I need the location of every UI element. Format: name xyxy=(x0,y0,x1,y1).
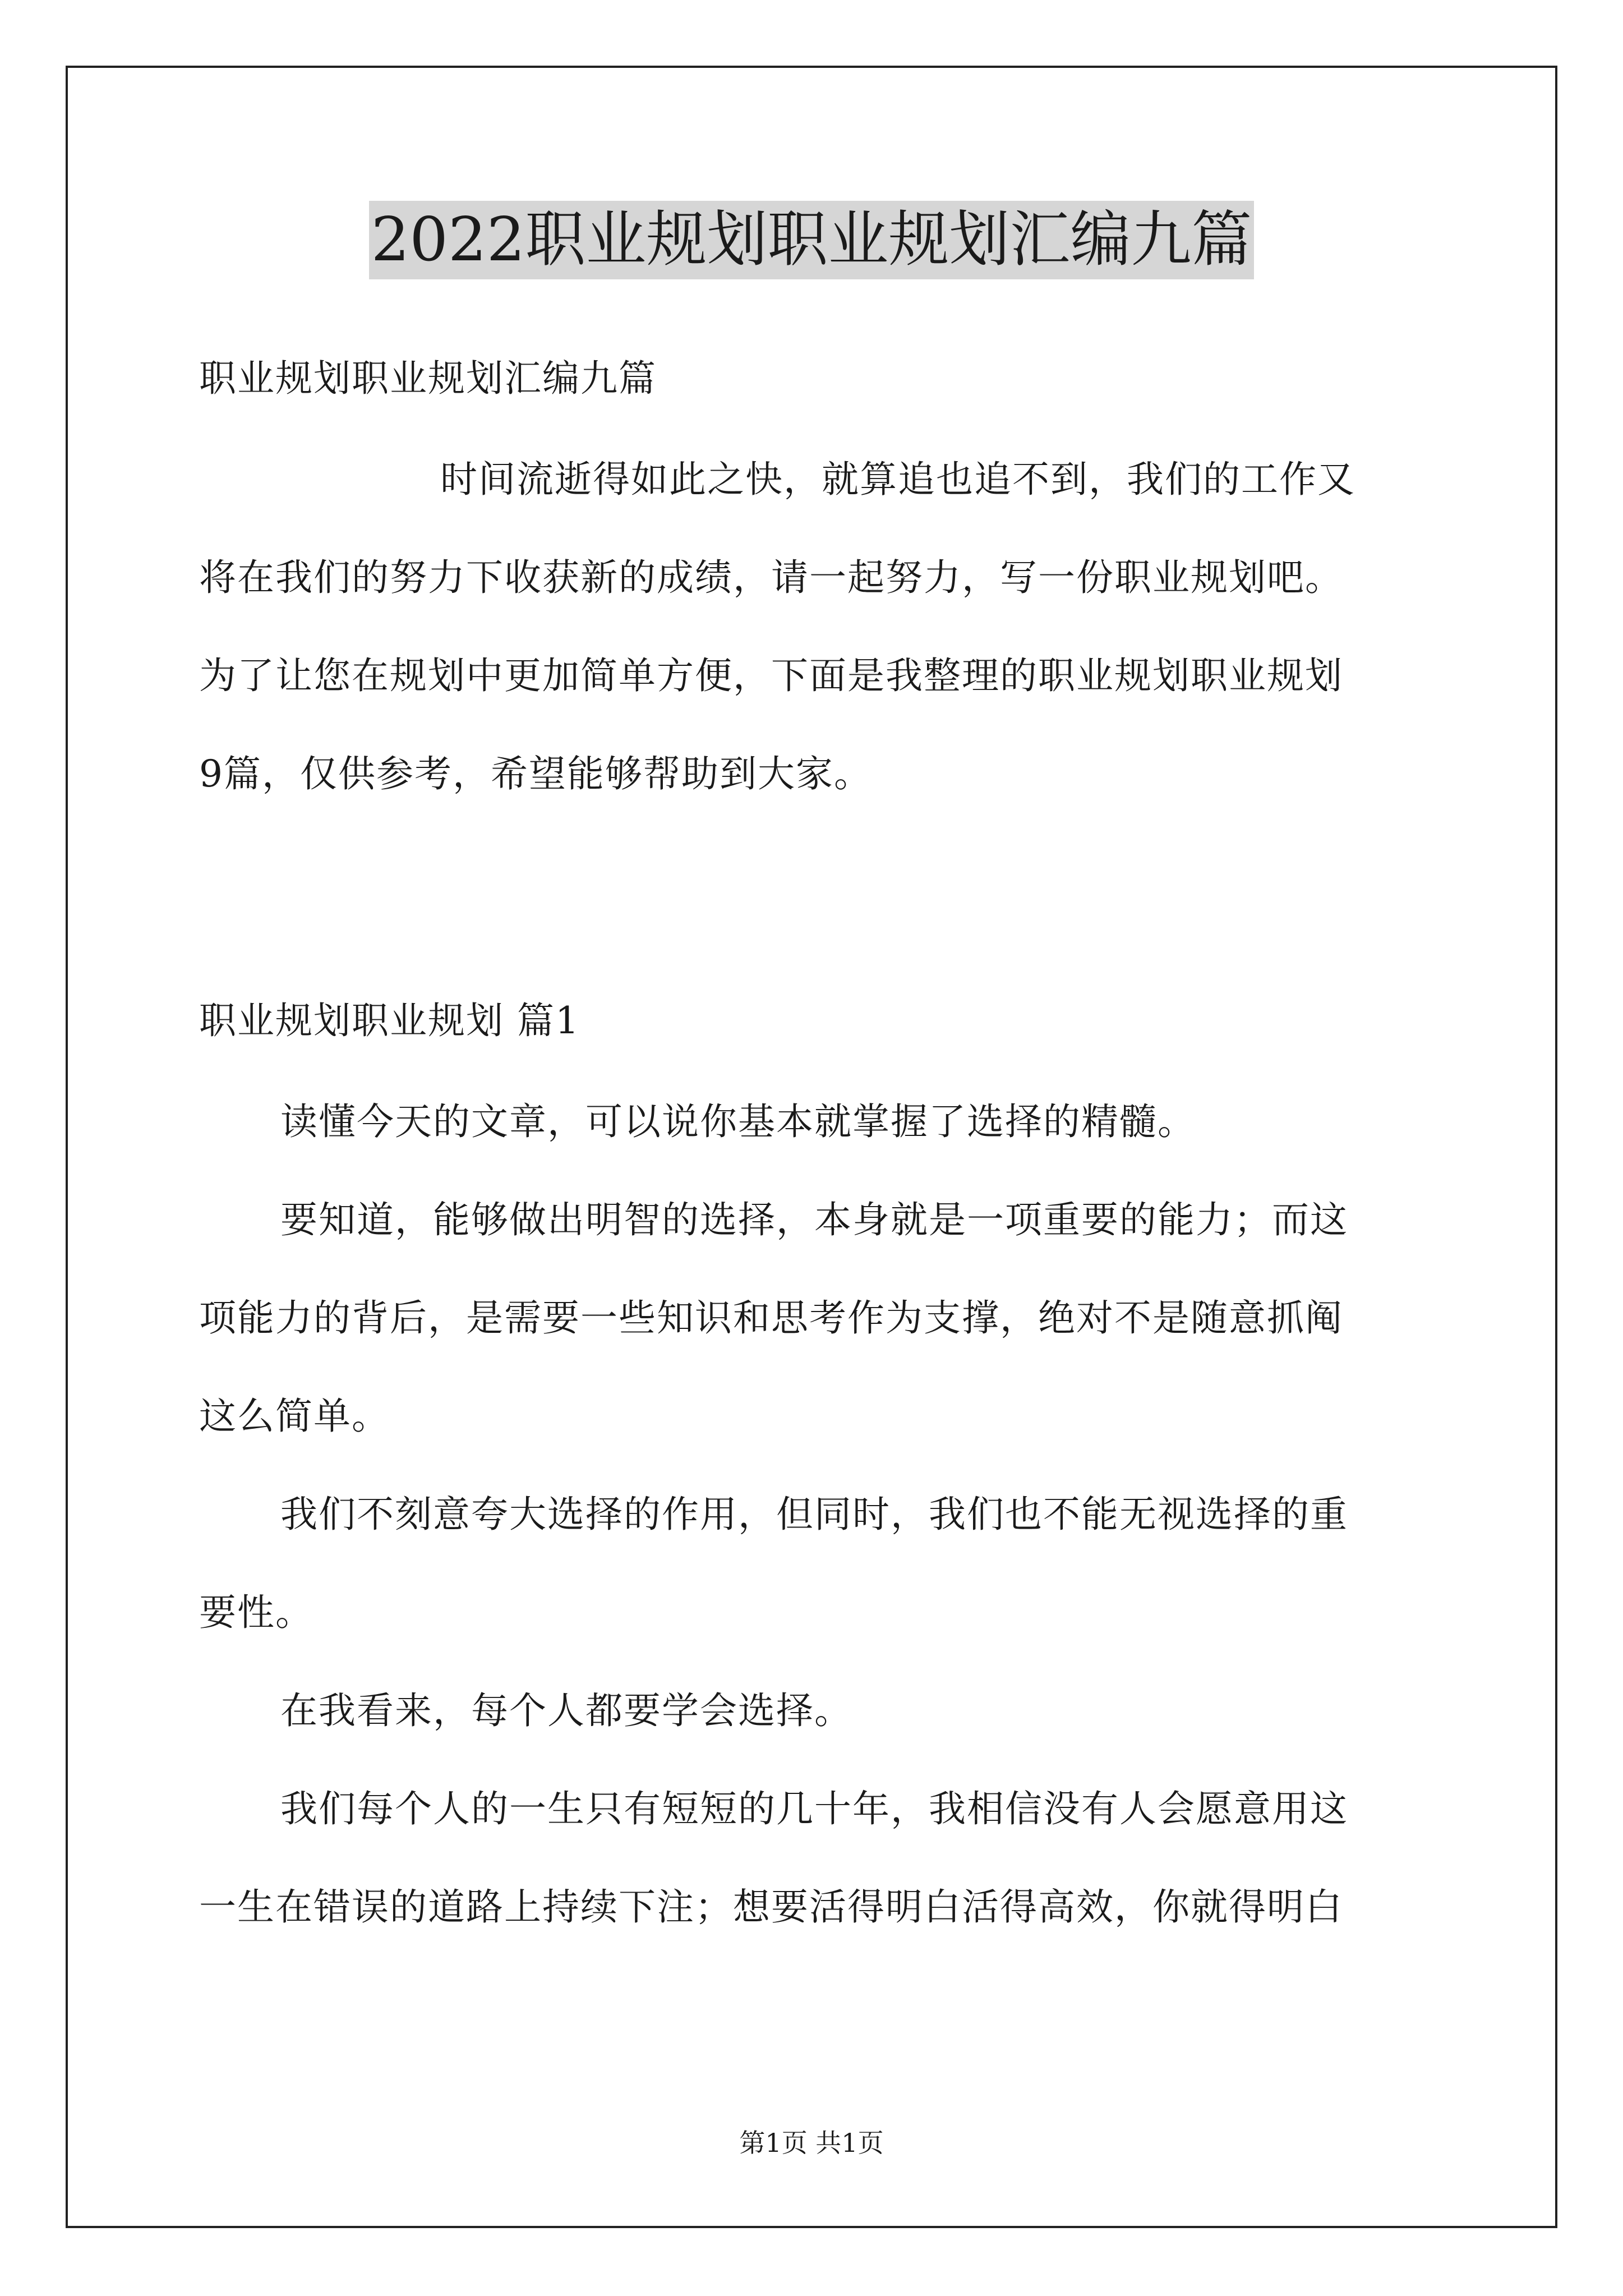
document-title: 2022职业规划职业规划汇编九篇 xyxy=(369,201,1255,279)
body-line: 要性。 xyxy=(199,1591,313,1634)
body-line: 一生在错误的道路上持续下注；想要活得明白活得高效，你就得明白 xyxy=(199,1885,1343,1929)
body-line: 项能力的背后，是需要一些知识和思考作为支撑，绝对不是随意抓阄 xyxy=(199,1296,1343,1340)
title-container xyxy=(0,201,1623,279)
intro-line: 将在我们的努力下收获新的成绩，请一起努力，写一份职业规划吧。 xyxy=(199,556,1343,599)
body-line: 这么简单。 xyxy=(199,1395,390,1438)
intro-line: 时间流逝得如此之快，就算追也追不到，我们的工作又 xyxy=(440,458,1355,501)
body-line: 在我看来，每个人都要学会选择。 xyxy=(280,1689,852,1732)
body-line: 我们每个人的一生只有短短的几十年，我相信没有人会愿意用这 xyxy=(280,1787,1348,1830)
intro-line: 为了让您在规划中更加简单方便，下面是我整理的职业规划职业规划 xyxy=(199,654,1343,697)
page-footer: 第1页 共1页 xyxy=(739,2128,884,2158)
body-line: 要知道，能够做出明智的选择，本身就是一项重要的能力；而这 xyxy=(280,1198,1348,1241)
intro-line: 9篇，仅供参考，希望能够帮助到大家。 xyxy=(199,752,872,795)
section-heading: 职业规划职业规划 篇1 xyxy=(199,999,580,1042)
document-subtitle: 职业规划职业规划汇编九篇 xyxy=(199,357,657,400)
body-line: 读懂今天的文章，可以说你基本就掌握了选择的精髓。 xyxy=(280,1100,1196,1143)
body-line: 我们不刻意夸大选择的作用，但同时，我们也不能无视选择的重 xyxy=(280,1493,1348,1536)
